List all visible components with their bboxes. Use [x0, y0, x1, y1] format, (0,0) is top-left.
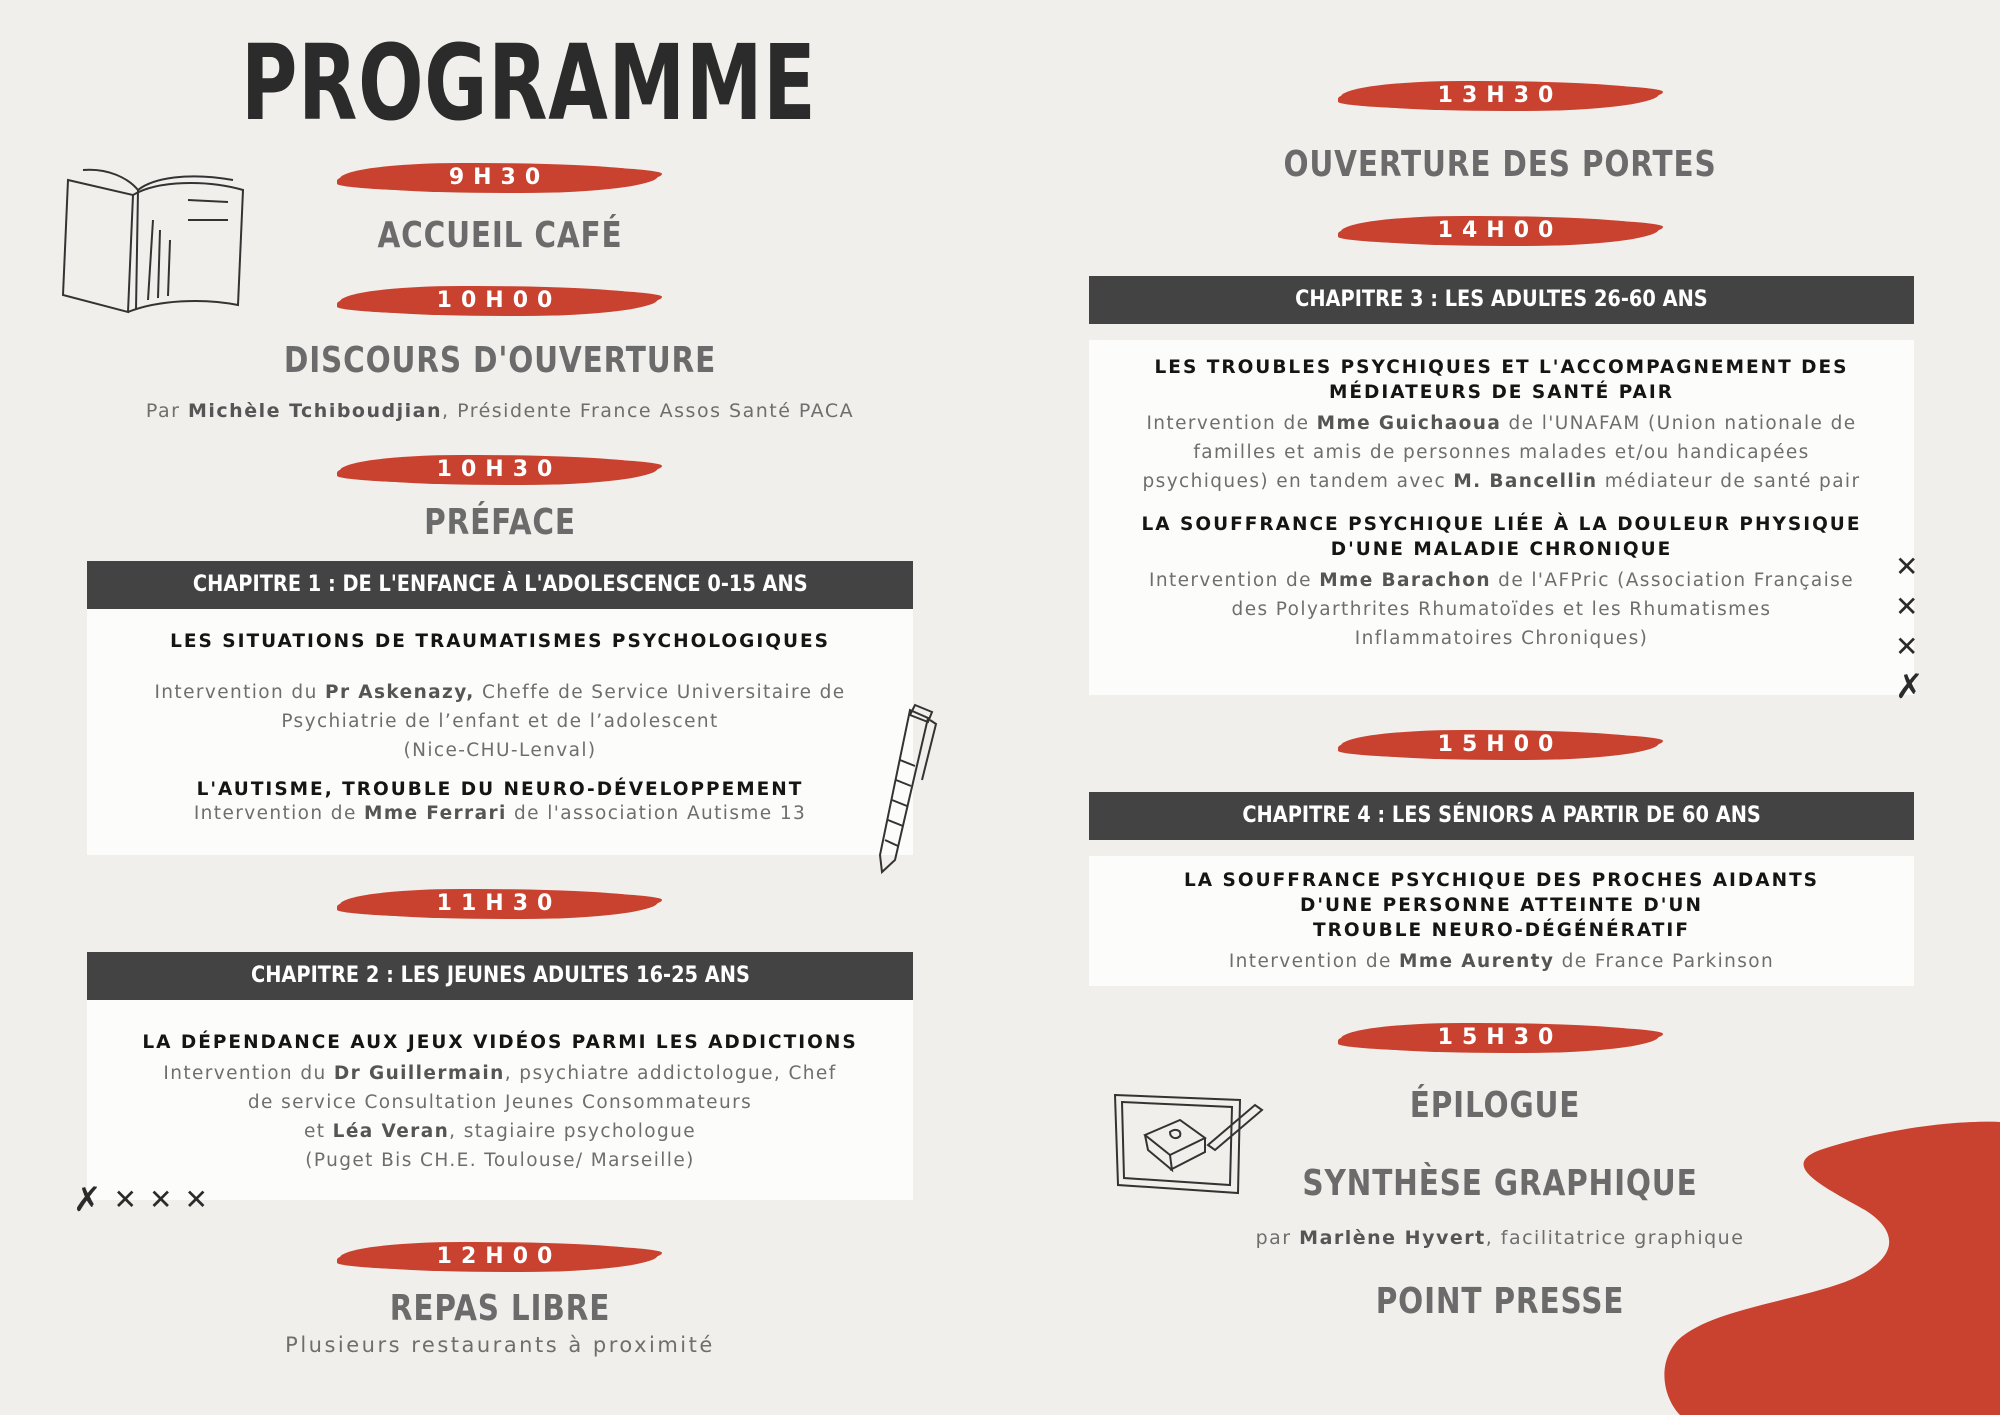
cross-marks-left — [73, 1180, 208, 1220]
preface-title: PRÉFACE — [424, 502, 576, 543]
chapter-2-panel — [87, 1000, 913, 1200]
synthese-title: SYNTHÈSE GRAPHIQUE — [1302, 1163, 1698, 1204]
synthese-speaker: par Marlène Hyvert, facilitatrice graphique — [1255, 1227, 1745, 1249]
time-15h30: 15H30 — [1341, 1023, 1659, 1053]
chapter-2-header: CHAPITRE 2 : LES JEUNES ADULTES 16-25 ANS — [87, 952, 913, 1000]
open-book-icon — [58, 160, 248, 320]
red-river-decoration — [1650, 1110, 2000, 1415]
speaker-name: Michèle Tchiboudjian — [187, 400, 442, 422]
chapter-4-panel — [1089, 856, 1914, 986]
discours-speaker: Par Michèle Tchiboudjian, Présidente France Assos Santé PACA — [145, 400, 855, 422]
talk-title: LA SOUFFRANCE PSYCHIQUE LIÉE À LA DOULEUR PHYSIQUE D'UNE MALADIE CHRONIQUE — [1141, 514, 1862, 560]
pen-icon — [870, 700, 940, 880]
time-10h00: 10H00 — [340, 286, 658, 316]
talk-title: LES SITUATIONS DE TRAUMATISMES PSYCHOLOGIQUES — [170, 631, 830, 652]
time-12h00: 12H00 — [340, 1242, 658, 1272]
talk-title: LES TROUBLES PSYCHIQUES ET L'ACCOMPAGNEMENT DES MÉDIATEURS DE SANTÉ PAIR — [1154, 357, 1849, 403]
page-title: PROGRAMME — [241, 22, 817, 144]
talk-title: LA DÉPENDANCE AUX JEUX VIDÉOS PARMI LES ADDICTIONS — [142, 1032, 858, 1053]
discours-title: DISCOURS D'OUVERTURE — [283, 340, 717, 381]
talk-title: L'AUTISME, TROUBLE DU NEURO-DÉVELOPPEMENT — [196, 779, 804, 800]
time-11h30: 11H30 — [340, 889, 658, 919]
cross-icon: ✕ — [1895, 630, 1919, 663]
chapter-1-header: CHAPITRE 1 : DE L'ENFANCE À L'ADOLESCENCE 0-15 ANS — [87, 561, 913, 609]
ouverture-title: OUVERTURE DES PORTES — [1283, 144, 1717, 185]
epilogue-title: ÉPILOGUE — [1409, 1085, 1581, 1126]
chapter-3-header: CHAPITRE 3 : LES ADULTES 26-60 ANS — [1089, 276, 1914, 324]
talk-description: Intervention de Mme Barachon de l'AFPric (Association Française des Polyarthrites Rhumatoïdes et les Rhumatismes Inflammatoires Chroniques) — [1149, 570, 1854, 649]
chapter-1-panel — [87, 609, 913, 855]
time-15h00: 15H00 — [1341, 730, 1659, 760]
cross-icon: ✕ — [148, 1183, 173, 1216]
cross-icon: ✕ — [184, 1183, 208, 1216]
cross-icon: ✕ — [1895, 590, 1919, 623]
talk-description: Intervention du Dr Guillermain, psychiatre addictologue, Chef de service Consultation Jeunes Consommateurs et Léa Veran, stagiaire psychologue (Puget Bis CH.E. Toulouse/ Marseille) — [163, 1063, 837, 1171]
cross-icon: ✕ — [1895, 550, 1919, 583]
talk-description: Intervention de Mme Aurenty de France Parkinson — [1228, 951, 1775, 972]
chapter-4-header: CHAPITRE 4 : LES SÉNIORS A PARTIR DE 60 ANS — [1089, 792, 1914, 840]
talk-description: Intervention du Pr Askenazy, Cheffe de Service Universitaire de Psychiatrie de l’enfant et de l’adolescent (Nice-CHU-Lenval) — [154, 682, 846, 761]
talk-title: LA SOUFFRANCE PSYCHIQUE DES PROCHES AIDANTS D'UNE PERSONNE ATTEINTE D'UN TROUBLE NEURO-DÉGÉNÉRATIF — [1183, 870, 1820, 941]
cross-icon: ✗ — [1895, 667, 1924, 707]
time-10h30: 10H30 — [340, 455, 658, 485]
talk-description: Intervention de Mme Guichaoua de l'UNAFAM (Union nationale de familles et amis de personnes malades et/ou handicapées psychiques) en tandem avec M. Bancellin médiateur de santé pair — [1142, 413, 1861, 492]
repas-subtitle: Plusieurs restaurants à proximité — [285, 1333, 715, 1357]
cross-marks-right — [1895, 550, 1924, 707]
time-14h00: 14H00 — [1341, 216, 1659, 246]
repas-title: REPAS LIBRE — [389, 1288, 611, 1329]
talk-description: Intervention de Mme Ferrari de l'association Autisme 13 — [193, 803, 807, 824]
cross-icon: ✕ — [113, 1183, 137, 1216]
accueil-title: ACCUEIL CAFÉ — [377, 215, 623, 256]
sketchbook-icon — [1110, 1090, 1270, 1195]
time-13h30: 13H30 — [1341, 81, 1659, 111]
point-presse-title: POINT PRESSE — [1375, 1281, 1625, 1322]
cross-icon: ✗ — [73, 1180, 102, 1220]
time-9h30: 9H30 — [340, 163, 658, 193]
chapter-3-panel — [1089, 340, 1914, 695]
